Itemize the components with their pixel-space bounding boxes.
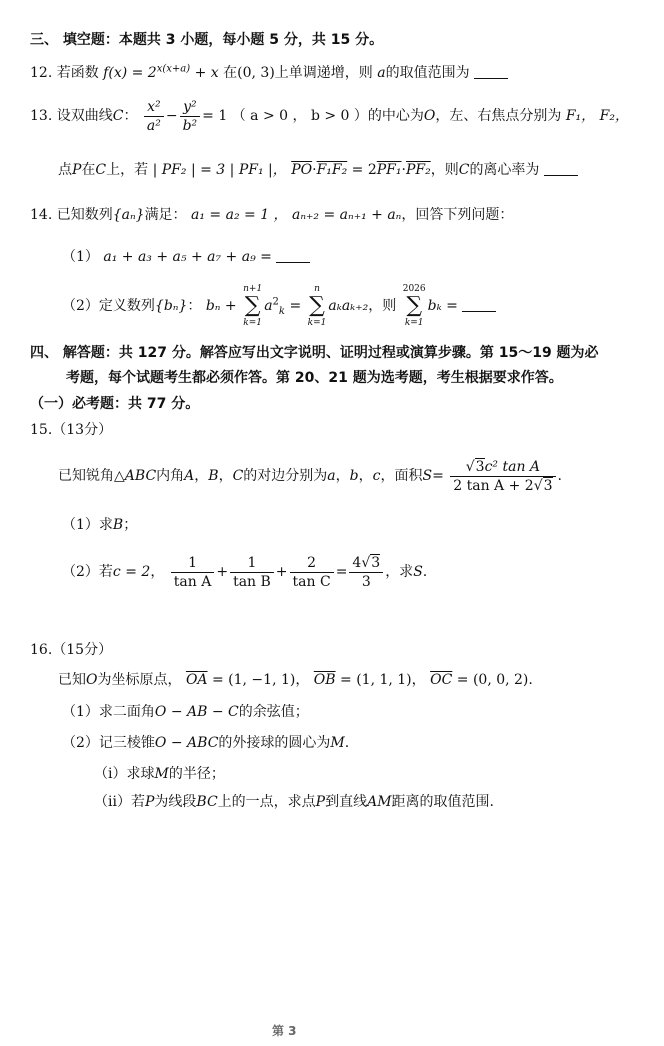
- q15-text: ；: [123, 517, 138, 533]
- fraction-denominator: 2 tan A + 2√3: [453, 477, 553, 494]
- sum-term: bₖ =: [427, 298, 458, 314]
- question-14-stem: [30, 205, 513, 225]
- q12-interval: (0, 3): [237, 65, 275, 81]
- q15-c-value: c = 2: [112, 564, 151, 580]
- vector-po: $\overline{PO}$: [291, 162, 313, 178]
- question-14-part2: [62, 283, 496, 329]
- q13-minus: −: [165, 108, 178, 124]
- q13-point-p: P: [72, 162, 82, 178]
- comma: ，: [335, 468, 350, 484]
- fraction-denominator: 3: [361, 573, 371, 590]
- question-16-part2-ii: [94, 792, 494, 812]
- period: .: [344, 735, 350, 751]
- fraction-numerator: √3c² tan A: [450, 458, 555, 477]
- plus: +: [216, 564, 229, 580]
- q13-fraction-y: [180, 98, 201, 135]
- q15-text: ，求: [385, 564, 414, 580]
- vector-oa-value: = (1, −1, 1)，: [211, 672, 310, 688]
- page-number: 第 3: [272, 1024, 297, 1038]
- sqrt-radicand: 3: [543, 477, 553, 494]
- sum-term-sup: 2: [272, 296, 279, 308]
- part-label: （1）: [62, 249, 99, 265]
- q13-foci: F₁， F₂，: [565, 108, 629, 124]
- summation-3: [403, 283, 426, 329]
- question-16-part2-i: [94, 764, 225, 784]
- q14-text: ，则: [368, 298, 397, 314]
- pyramid: O − ABC: [154, 735, 219, 751]
- q15-text: 内角: [156, 468, 185, 484]
- side-c: c: [372, 468, 381, 484]
- fraction-denominator: tan C: [292, 573, 331, 590]
- angle-c: C: [232, 468, 244, 484]
- q14-colon: ：: [187, 298, 202, 314]
- q12-text-after: 上单调递增，则: [274, 65, 373, 81]
- sqrt-radicand: 3: [371, 554, 381, 571]
- question-number: 12.: [30, 65, 53, 81]
- q13-curve: C: [458, 162, 470, 178]
- period: .: [557, 468, 562, 484]
- q12-text: 若函数: [56, 65, 99, 81]
- q12-text-mid: 在: [223, 65, 238, 81]
- dihedral-angle: O − AB − C: [154, 704, 239, 720]
- angle-a: A: [184, 468, 195, 484]
- vector-pf1: PF₁: [376, 162, 402, 178]
- comma: ，: [218, 468, 233, 484]
- q16-text: 上的一点，求点: [217, 794, 316, 810]
- part-label: （1）求二面角: [62, 704, 155, 720]
- q14-bn: bₙ +: [205, 298, 237, 314]
- sum-lower: k=1: [307, 318, 327, 328]
- question-16-part2: [62, 733, 349, 753]
- sum-upper: n: [314, 284, 320, 294]
- q14-text: ，回答下列问题：: [401, 207, 514, 223]
- q13-text: ，则: [430, 162, 459, 178]
- line-am: AM: [367, 794, 392, 810]
- point-p: P: [144, 794, 155, 810]
- numerator-tail: c² tan A: [484, 458, 541, 475]
- q16-text: 的外接球的圆心为: [218, 735, 331, 751]
- summation-2: [308, 283, 327, 329]
- answer-blank: [474, 78, 508, 79]
- q13-condition-2: | PF₂ | = 3 | PF₁ |，: [152, 162, 287, 178]
- plus: +: [275, 564, 288, 580]
- section-4-subheading: （一）必考题：共 77 分。: [30, 396, 200, 412]
- fraction-denominator: b²: [182, 117, 198, 134]
- fraction-rhs: [349, 554, 383, 591]
- q14-seq-b: {bₙ}: [154, 298, 188, 314]
- section-3-heading: 三、 填空题：本题共 3 小题，每小题 5 分，共 15 分。: [30, 32, 384, 48]
- q14-condition: a₁ = a₂ = 1 ，: [191, 207, 288, 223]
- fraction-denominator: a²: [146, 117, 161, 134]
- summation-1: [243, 283, 262, 329]
- fraction-2-tanc: [290, 554, 334, 591]
- question-16-header: 16.（15分）: [30, 642, 113, 658]
- angle-b: B: [208, 468, 219, 484]
- question-13-line2: [58, 160, 578, 180]
- question-number: 13.: [30, 108, 53, 124]
- q12-func-tail: + x: [194, 65, 219, 81]
- q13-curve: C: [112, 108, 124, 124]
- part-label: （2）记三棱锥: [62, 735, 155, 751]
- answer-blank: [544, 175, 578, 176]
- comma: ，: [150, 564, 165, 580]
- q13-text: 设双曲线: [56, 108, 113, 124]
- fraction-numerator: 1: [230, 554, 274, 573]
- q16-text: 的余弦值；: [238, 704, 309, 720]
- section-4-heading-line2: 考题，每个试题考生都必须作答。第 20、21 题为选考题，考生根据要求作答。: [66, 370, 563, 386]
- q12-text-end: 的取值范围为: [385, 65, 470, 81]
- fraction-denominator: tan A: [173, 573, 212, 590]
- vector-ob-value: = (1, 1, 1)，: [340, 672, 426, 688]
- part-label: （ii）若: [94, 794, 145, 810]
- area-s: S: [422, 468, 433, 484]
- q13-text: 的离心率为: [469, 162, 540, 178]
- sum-upper: n+1: [243, 284, 263, 294]
- equals: =: [335, 564, 348, 580]
- q12-exponent: x(x+a): [156, 63, 191, 75]
- q13-curve: C: [95, 162, 107, 178]
- fraction-1-tana: [171, 554, 215, 591]
- answer-blank: [276, 262, 310, 263]
- question-15-header: 15.（13分）: [30, 422, 113, 438]
- segment-bc: BC: [196, 794, 218, 810]
- answer-blank: [462, 311, 496, 312]
- q13-condition: （ a > 0 ， b > 0 ）的中心为: [231, 108, 424, 124]
- q13-eq2: = 2: [351, 162, 377, 178]
- origin-o: O: [86, 672, 98, 688]
- question-15-stem: [58, 454, 562, 498]
- q16-text: 到直线: [325, 794, 368, 810]
- vector-oc: $\overline{OC}$: [430, 672, 453, 688]
- question-16-stem: [58, 670, 533, 690]
- equals: =: [289, 298, 302, 314]
- vector-oc-value: = (0, 0, 2).: [456, 672, 533, 688]
- question-14-part1: [62, 247, 310, 267]
- vector-oa: $\overline{OA}$: [185, 672, 208, 688]
- part-label: （i）求球: [94, 766, 155, 782]
- vector-ob: $\overline{OB}$: [313, 672, 336, 688]
- q13-fraction-x: [144, 98, 164, 135]
- fraction-denominator: tan B: [233, 573, 271, 590]
- q13-text-b: ，左、右焦点分别为: [435, 108, 562, 124]
- q14-text: 满足：: [144, 207, 187, 223]
- sum-lower: k=1: [404, 318, 424, 328]
- comma: ，: [358, 468, 373, 484]
- q12-var: a: [377, 65, 386, 81]
- vector-pf2: PF₂: [405, 162, 431, 178]
- equals: =: [432, 468, 444, 484]
- sum-upper: 2026: [402, 284, 426, 294]
- q16-text: 为线段: [154, 794, 197, 810]
- sigma-symbol: ∑: [309, 293, 325, 318]
- question-16-part1: [62, 702, 309, 722]
- dot-operator: ·: [401, 162, 406, 178]
- q14-part1-expression: a₁ + a₃ + a₅ + a₇ + a₉ =: [103, 249, 272, 265]
- vector-f1f2: F₁F₂: [316, 162, 348, 178]
- q13-center: O: [423, 108, 436, 124]
- comma: ，: [194, 468, 209, 484]
- part-label: （2）定义数列: [62, 298, 155, 314]
- q13-eq: = 1: [202, 108, 228, 124]
- q15-area-fraction: [450, 458, 555, 495]
- q14-text: 已知数列: [56, 207, 113, 223]
- q13-text: 点: [58, 162, 72, 178]
- q14-recurrence: aₙ₊₂ = aₙ₊₁ + aₙ: [292, 207, 402, 223]
- sum-lower: k=1: [243, 318, 263, 328]
- center-m: M: [154, 766, 169, 782]
- center-m: M: [330, 735, 345, 751]
- sigma-symbol: ∑: [244, 293, 261, 318]
- q14-sequence: {aₙ}: [112, 207, 145, 223]
- sum-term: a: [264, 298, 273, 314]
- q15-triangle: ABC: [124, 468, 157, 484]
- part-label: （1）求: [62, 517, 113, 533]
- question-15-part2: [62, 550, 427, 594]
- denominator-head: 2 tan A + 2: [453, 477, 534, 494]
- question-12: [30, 63, 508, 83]
- rhs-coef: 4: [352, 554, 362, 571]
- fraction-numerator: 1: [171, 554, 215, 573]
- q15-text: 已知锐角△: [58, 468, 125, 484]
- q16-text: 已知: [58, 672, 86, 688]
- point-p: P: [315, 794, 326, 810]
- area-s: S: [413, 564, 423, 580]
- fraction-numerator: 4√3: [349, 554, 383, 573]
- q13-text: 上，若: [106, 162, 149, 178]
- sum-term-sub: k: [278, 305, 285, 317]
- section-4-heading: 四、 解答题：共 127 分。解答应写出文字说明、证明过程或演算步骤。第 15～19 题为必: [30, 345, 599, 361]
- fraction-numerator: 2: [290, 554, 334, 573]
- part-label: （2）若: [62, 564, 113, 580]
- fraction-numerator: y²: [180, 98, 201, 117]
- side-a: a: [327, 468, 336, 484]
- period: .: [422, 564, 428, 580]
- question-number: 14.: [30, 207, 53, 223]
- q16-text: 为坐标原点，: [97, 672, 182, 688]
- q15-text: ，面积: [380, 468, 423, 484]
- fraction-1-tanb: [230, 554, 274, 591]
- sigma-symbol: ∑: [406, 293, 423, 318]
- dot-operator: ·: [312, 162, 317, 178]
- side-b: b: [349, 468, 359, 484]
- sqrt-radicand: 3: [475, 458, 485, 475]
- q15-var-b: B: [112, 517, 124, 533]
- q16-text: 距离的取值范围.: [391, 794, 494, 810]
- question-15-part1: [62, 515, 137, 535]
- q13-text: 在: [81, 162, 96, 178]
- q13-colon: ：: [123, 108, 138, 124]
- q16-text: 的半径；: [168, 766, 225, 782]
- question-13-line1: [30, 96, 629, 136]
- q15-text: 的对边分别为: [243, 468, 328, 484]
- q12-func: f(x) = 2: [103, 65, 157, 81]
- fraction-numerator: x²: [144, 98, 164, 117]
- sum-term: aₖaₖ₊₂: [328, 298, 369, 314]
